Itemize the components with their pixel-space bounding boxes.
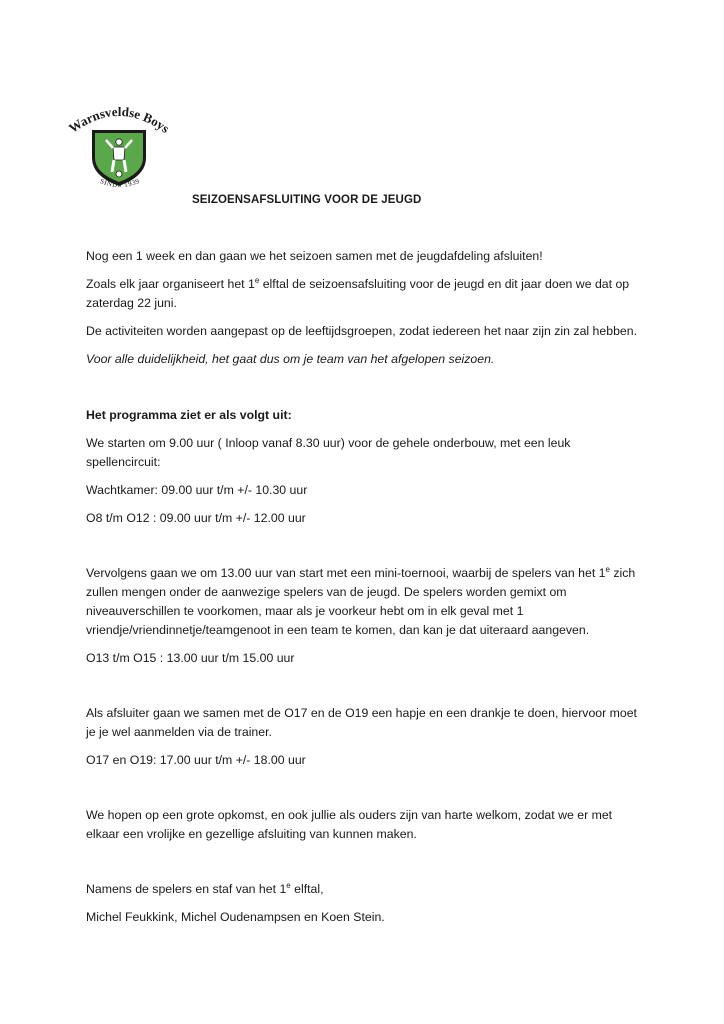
club-crest-icon [64,100,174,200]
organisation-paragraph: Zoals elk jaar organiseert het 1e elftal de seizoensafsluiting voor de jeugd en dit jaar doen we dat op zaterdag 22 juni. [86,275,630,310]
document-body [86,247,646,927]
club-since-text: SINDS 1939 [98,177,141,190]
schedule-o13-o15: O13 t/m O15 : 13.00 uur t/m 15.00 uur [86,651,295,665]
invitation-paragraph: We hopen op een grote opkomst, en ook jullie als ouders zijn van harte welkom, zodat we er met elkaar een vrolijke en gezellige afsluiting van kunnen maken. [86,808,613,841]
schedule-wachtkamer: Wachtkamer: 09.00 uur t/m +/- 10.30 uur [86,483,308,497]
program-heading: Het programma ziet er als volgt uit: [86,408,292,422]
activities-paragraph: De activiteiten worden aangepast op de leeftijdsgroepen, zodat iedereen het naar zijn zin zal hebben. [86,324,638,338]
closing-event-paragraph: Als afsluiter gaan we samen met de O17 en de O19 een hapje en een drankje te doen, hiervoor moet je je wel aanmelden via de trainer. [86,706,637,739]
closing-line: Namens de spelers en staf van het 1e elftal, [86,880,324,896]
club-name-text: Warnsveldse Boys [65,103,173,136]
schedule-o8-o12: O8 t/m O12 : 09.00 uur t/m +/- 12.00 uur [86,511,306,525]
signatures: Michel Feukkink, Michel Oudenampsen en Koen Stein. [86,910,385,924]
intro-paragraph: Nog een 1 week en dan gaan we het seizoen samen met de jeugdafdeling afsluiten! [86,249,543,263]
clarification-paragraph: Voor alle duidelijkheid, het gaat dus om je team van het afgelopen seizoen. [86,352,495,366]
document-title: SEIZOENSAFSLUITING VOOR DE JEUGD [192,194,422,206]
tournament-paragraph: Vervolgens gaan we om 13.00 uur van start met een mini-toernooi, waarbij de spelers van het 1e zich zullen mengen onder de aanwezige spelers van de jeugd. De spelers worden gemixt om niveauverschillen te voorkomen, maar als je voorkeur hebt om in elk geval met 1 vriendje/vriendinnetje/teamgenoot in een team te komen, dan kan je dat uiteraard aangeven. [86,564,636,637]
morning-paragraph: We starten om 9.00 uur ( Inloop vanaf 8.30 uur) voor de gehele onderbouw, met een leuk spellencircuit: [86,436,571,469]
schedule-o17-o19: O17 en O19: 17.00 uur t/m +/- 18.00 uur [86,753,306,767]
